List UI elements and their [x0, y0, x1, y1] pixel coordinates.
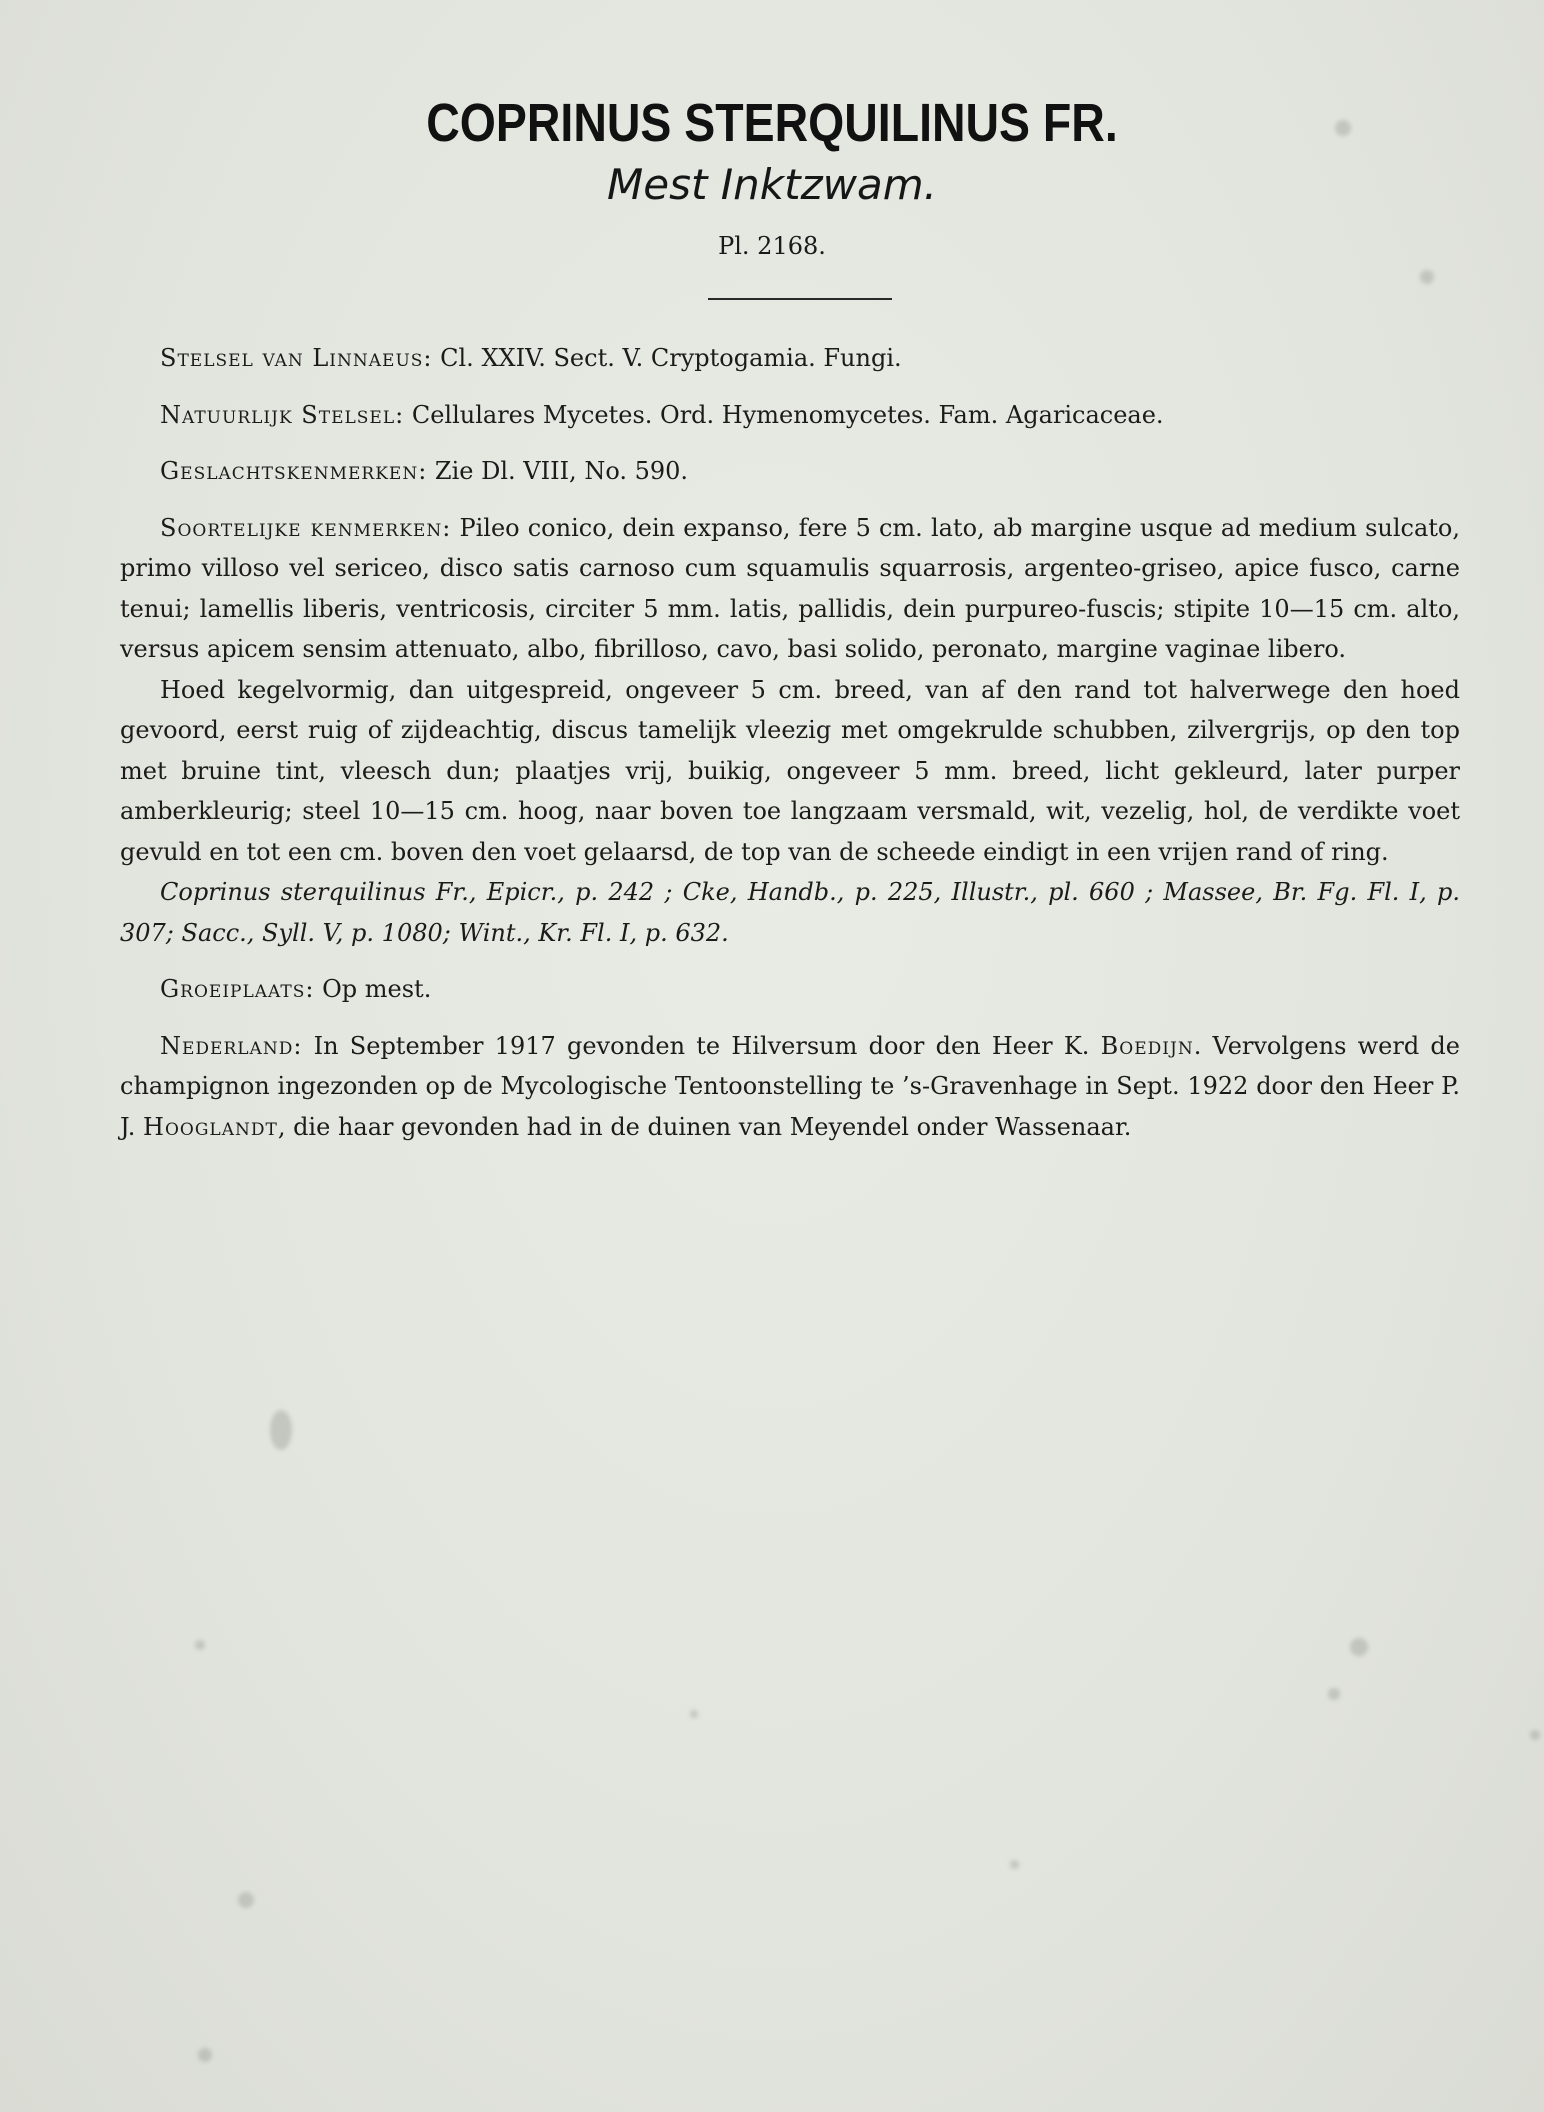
paper-spot — [1530, 1730, 1540, 1740]
paper-spot — [238, 1892, 254, 1908]
section-species — [120, 508, 1460, 670]
section-genus — [120, 451, 1460, 492]
references: Coprinus sterquilinus Fr., Epicr., p. 242 ; Cke, Handb., p. 225, Illustr., pl. 660 ; Massee, Br. Fg. Fl. I, p. 307; Sacc., Syll. V, p. 1080; Wint., Kr. Fl. I, p. 632. — [120, 878, 1460, 947]
section-label: Groeiplaats: — [160, 975, 315, 1003]
page-title: COPRINUS STERQUILINUS FR. — [426, 93, 1118, 153]
section-netherlands — [120, 1026, 1460, 1148]
section-label: Stelsel van Linnaeus: — [160, 344, 433, 372]
document-body — [120, 338, 1460, 1163]
section-habitat — [120, 969, 1460, 1010]
paper-spot — [270, 1410, 292, 1450]
section-text: Cellulares Mycetes. Ord. Hymenomycetes. Fam. Agaricaceae. — [404, 400, 1164, 429]
section-text: Op mest. — [314, 975, 432, 1003]
section-text: In September 1917 gevonden te Hilversum door den Heer K. — [302, 1031, 1101, 1060]
section-text: . Vervolgens werd de champignon ingezonden op de Mycologische Tentoonstelling te ’s-Gravenhage in Sept. 1922 door den Heer P. J. — [120, 1031, 1460, 1141]
paper-spot — [1420, 270, 1434, 284]
title-divider — [708, 298, 892, 300]
collector-name: Boedijn — [1100, 1031, 1194, 1060]
paper-spot — [690, 1710, 698, 1718]
section-label: Natuurlijk Stelsel: — [160, 400, 405, 429]
section-text: Cl. XXIV. Sect. V. Cryptogamia. Fungi. — [432, 344, 902, 372]
paper-spot — [198, 2048, 212, 2062]
section-label: Nederland: — [160, 1031, 303, 1060]
section-label: Soortelijke kenmerken: — [160, 513, 452, 542]
page-subtitle: Mest Inktzwam. — [607, 160, 937, 209]
section-label: Geslachtskenmerken: — [160, 457, 428, 485]
section-natural-system — [120, 395, 1460, 436]
section-text: , die haar gevonden had in de duinen van Meyendel onder Wassenaar. — [277, 1112, 1132, 1141]
section-text: Pileo conico, dein expanso, fere 5 cm. lato, ab margine usque ad medium sulcato, primo villoso vel sericeo, disco satis carnoso cum squamulis squarrosis, argenteo-griseo, apice fusco, carne tenui; lamellis liberis, ventricosis, circiter 5 mm. latis, pallidis, dein purpureo-fuscis; stipite 10—15 cm. alto, versus apicem sensim attenuato, albo, fibrilloso, cavo, basi solido, peronato, margine vaginae libero. — [120, 513, 1461, 663]
section-linnaeus — [120, 338, 1460, 379]
collector-name: Hooglandt — [143, 1112, 278, 1141]
paper-spot — [1350, 1638, 1368, 1656]
paper-spot — [195, 1640, 205, 1650]
paper-spot — [1010, 1860, 1019, 1869]
paper-spot — [1328, 1688, 1340, 1700]
plate-number: Pl. 2168. — [718, 232, 826, 260]
section-text: Zie Dl. VIII, No. 590. — [427, 457, 689, 485]
dutch-description: Hoed kegelvormig, dan uitgespreid, ongeveer 5 cm. breed, van af den rand tot halverwege den hoed gevoord, eerst ruig of zijdeachtig, discus tamelijk vleezig met omgekrulde schubben, zilvergrijs, op den top met bruine tint, vleesch dun; plaatjes vrij, buikig, ongeveer 5 mm. breed, licht gekleurd, later purper amberkleurig; steel 10—15 cm. hoog, naar boven toe langzaam versmald, wit, vezelig, hol, de verdikte voet gevuld en tot een cm. boven den voet gelaarsd, de top van de scheede eindigt in een vrijen rand of ring. — [120, 675, 1460, 866]
